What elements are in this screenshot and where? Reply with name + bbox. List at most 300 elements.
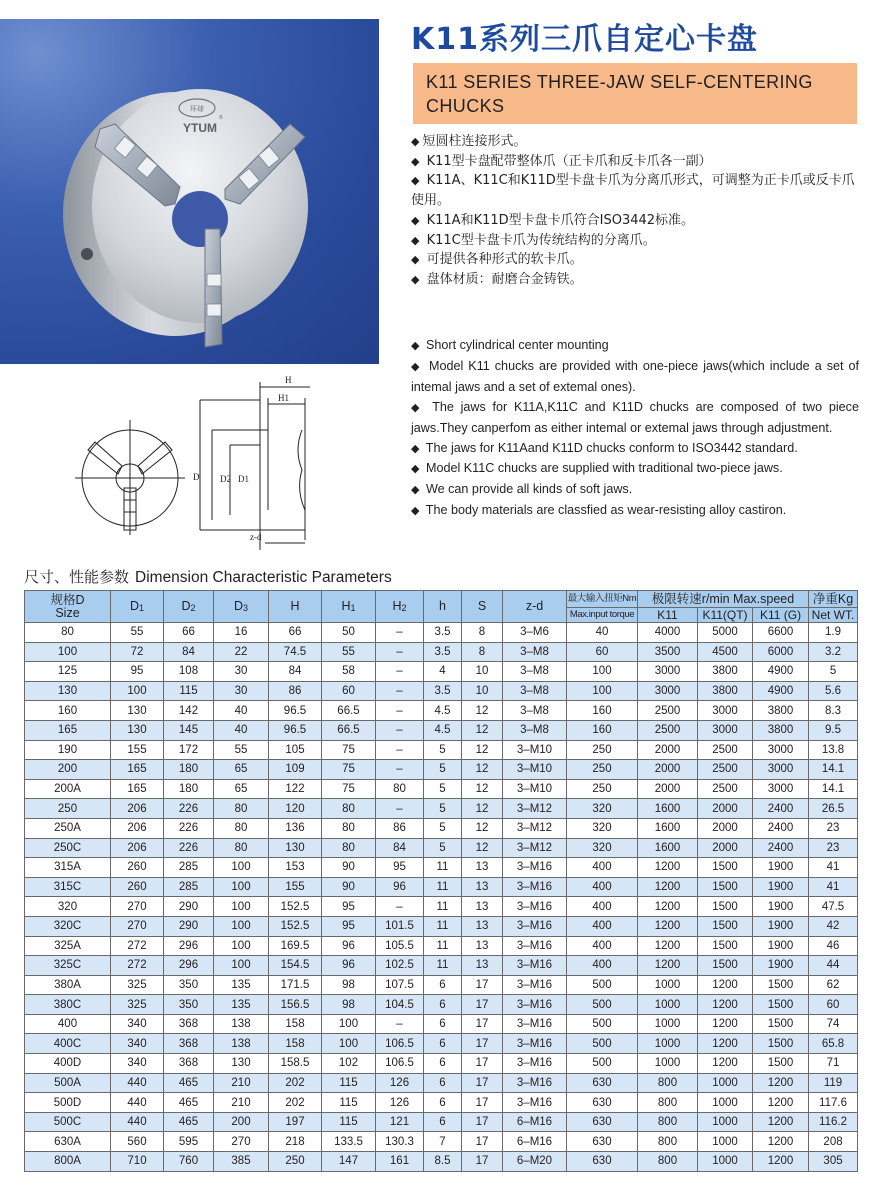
table-cell: 1000 bbox=[698, 1112, 753, 1132]
col-zd: z-d bbox=[503, 591, 567, 623]
table-cell: 5 bbox=[809, 662, 858, 682]
table-cell: 1200 bbox=[638, 936, 698, 956]
table-cell: 4 bbox=[424, 662, 462, 682]
table-cell: – bbox=[376, 642, 424, 662]
table-cell: 2400 bbox=[753, 838, 809, 858]
table-cell: 368 bbox=[164, 1014, 214, 1034]
table-cell: 74.5 bbox=[269, 642, 322, 662]
table-cell: 80 bbox=[322, 838, 376, 858]
table-cell: 17 bbox=[462, 1034, 503, 1054]
table-cell: 320 bbox=[567, 818, 638, 838]
table-cell: 116.2 bbox=[809, 1112, 858, 1132]
table-cell: 3800 bbox=[753, 720, 809, 740]
table-cell: 4500 bbox=[698, 642, 753, 662]
table-row bbox=[25, 1112, 858, 1132]
table-cell: 80 bbox=[214, 838, 269, 858]
table-cell: 1900 bbox=[753, 956, 809, 976]
table-cell: 14.1 bbox=[809, 760, 858, 780]
front-view-drawing bbox=[75, 420, 185, 535]
table-cell: – bbox=[376, 897, 424, 917]
table-cell: 1200 bbox=[638, 897, 698, 917]
table-cell: 630 bbox=[567, 1152, 638, 1172]
table-cell: 1500 bbox=[698, 956, 753, 976]
table-cell: 340 bbox=[111, 1054, 164, 1074]
table-cell: 17 bbox=[462, 1054, 503, 1074]
table-cell: 3.2 bbox=[809, 642, 858, 662]
table-cell: 1200 bbox=[698, 1014, 753, 1034]
table-cell: 6 bbox=[424, 995, 462, 1015]
table-cell: 6 bbox=[424, 1073, 462, 1093]
table-cell: 4000 bbox=[638, 623, 698, 643]
table-cell: 6–M20 bbox=[503, 1152, 567, 1172]
table-cell: 60 bbox=[567, 642, 638, 662]
table-cell: 12 bbox=[462, 818, 503, 838]
feature-en-item: ◆ Short cylindrical center mounting bbox=[411, 338, 609, 352]
table-cell: 106.5 bbox=[376, 1054, 424, 1074]
table-cell: 12 bbox=[462, 779, 503, 799]
table-cell: 250C bbox=[25, 838, 111, 858]
features-cn-list bbox=[411, 132, 861, 290]
table-cell: 800 bbox=[638, 1112, 698, 1132]
table-cell: 3000 bbox=[698, 720, 753, 740]
table-cell: 154.5 bbox=[269, 956, 322, 976]
feature-cn-item: ◆ K11A、K11C和K11D型卡盘卡爪为分离爪形式，可调整为正卡爪或反卡爪使用。 bbox=[411, 173, 855, 209]
table-cell: 5 bbox=[424, 740, 462, 760]
diamond-bullet-icon: ◆ bbox=[411, 272, 420, 286]
table-cell: 3000 bbox=[638, 681, 698, 701]
table-cell: 40 bbox=[214, 701, 269, 721]
table-cell: 5 bbox=[424, 760, 462, 780]
section-title bbox=[24, 566, 392, 587]
page-title-en-banner bbox=[413, 63, 857, 124]
table-cell: 218 bbox=[269, 1132, 322, 1152]
table-cell: 2000 bbox=[698, 818, 753, 838]
table-cell: 133.5 bbox=[322, 1132, 376, 1152]
table-cell: 3–M12 bbox=[503, 799, 567, 819]
table-cell: 171.5 bbox=[269, 975, 322, 995]
table-cell: 200 bbox=[214, 1112, 269, 1132]
table-cell: 26.5 bbox=[809, 799, 858, 819]
table-cell: 4900 bbox=[753, 662, 809, 682]
page-title-cn: K11系列三爪自定心卡盘 bbox=[411, 22, 758, 57]
table-cell: 630 bbox=[567, 1093, 638, 1113]
table-row bbox=[25, 799, 858, 819]
col-weight-cn: 净重Kg bbox=[809, 591, 858, 608]
table-cell: 120 bbox=[269, 799, 322, 819]
table-cell: 500 bbox=[567, 995, 638, 1015]
table-row bbox=[25, 681, 858, 701]
table-cell: 100 bbox=[214, 877, 269, 897]
table-row bbox=[25, 720, 858, 740]
table-cell: 3800 bbox=[698, 662, 753, 682]
table-cell: 350 bbox=[164, 995, 214, 1015]
table-cell: 6000 bbox=[753, 642, 809, 662]
table-cell: 3.5 bbox=[424, 623, 462, 643]
table-cell: 101.5 bbox=[376, 916, 424, 936]
table-cell: 98 bbox=[322, 995, 376, 1015]
diamond-bullet-icon: ◆ bbox=[411, 442, 420, 455]
table-cell: 350 bbox=[164, 975, 214, 995]
table-row bbox=[25, 779, 858, 799]
table-cell: 100 bbox=[214, 936, 269, 956]
table-cell: 630 bbox=[567, 1112, 638, 1132]
col-d2: $D_2$ bbox=[164, 591, 214, 623]
table-cell: 3.5 bbox=[424, 642, 462, 662]
table-cell: 138 bbox=[214, 1014, 269, 1034]
table-cell: 11 bbox=[424, 936, 462, 956]
table-cell: 1900 bbox=[753, 936, 809, 956]
side-view-drawing bbox=[200, 382, 310, 550]
table-cell: 3–M16 bbox=[503, 975, 567, 995]
table-cell: 180 bbox=[164, 760, 214, 780]
table-cell: 1500 bbox=[698, 936, 753, 956]
table-cell: 115 bbox=[322, 1073, 376, 1093]
table-cell: 130 bbox=[111, 701, 164, 721]
table-cell: 2500 bbox=[638, 720, 698, 740]
table-cell: 500D bbox=[25, 1093, 111, 1113]
table-cell: 3–M16 bbox=[503, 956, 567, 976]
table-cell: 130 bbox=[214, 1054, 269, 1074]
table-cell: 1200 bbox=[753, 1093, 809, 1113]
table-cell: 135 bbox=[214, 975, 269, 995]
table-cell: 3–M10 bbox=[503, 760, 567, 780]
table-cell: 100 bbox=[111, 681, 164, 701]
table-cell: 158.5 bbox=[269, 1054, 322, 1074]
table-cell: 95 bbox=[322, 916, 376, 936]
table-row bbox=[25, 956, 858, 976]
table-cell: 290 bbox=[164, 916, 214, 936]
table-cell: 11 bbox=[424, 897, 462, 917]
table-cell: 206 bbox=[111, 838, 164, 858]
table-cell: 325 bbox=[111, 975, 164, 995]
table-cell: 325A bbox=[25, 936, 111, 956]
table-cell: 60 bbox=[809, 995, 858, 1015]
technical-drawing bbox=[60, 370, 310, 555]
table-cell: 126 bbox=[376, 1093, 424, 1113]
table-cell: 12 bbox=[462, 720, 503, 740]
table-cell: 440 bbox=[111, 1073, 164, 1093]
table-cell: 560 bbox=[111, 1132, 164, 1152]
table-body bbox=[25, 623, 858, 1172]
table-cell: 440 bbox=[111, 1093, 164, 1113]
table-header-row bbox=[25, 591, 858, 608]
table-cell: 130 bbox=[111, 720, 164, 740]
table-cell: – bbox=[376, 760, 424, 780]
table-cell: 115 bbox=[322, 1112, 376, 1132]
diamond-bullet-icon: ◆ bbox=[411, 463, 420, 476]
feature-en-item: ◆ Model K11 chucks are provided with one-piece jaws(which include a set of intemal jaws and a set of extemal ones). bbox=[411, 358, 860, 394]
table-cell: 3–M8 bbox=[503, 642, 567, 662]
table-row bbox=[25, 1073, 858, 1093]
table-cell: 3–M16 bbox=[503, 995, 567, 1015]
table-cell: 84 bbox=[376, 838, 424, 858]
table-cell: 3–M16 bbox=[503, 1073, 567, 1093]
table-cell: 800 bbox=[638, 1132, 698, 1152]
table-cell: 1200 bbox=[753, 1152, 809, 1172]
table-cell: 100 bbox=[322, 1014, 376, 1034]
table-cell: 630 bbox=[567, 1132, 638, 1152]
feature-en-item: ◆ We can provide all kinds of soft jaws. bbox=[411, 482, 633, 497]
table-cell: 84 bbox=[269, 662, 322, 682]
table-cell: 1500 bbox=[698, 897, 753, 917]
col-weight-en: Net WT. bbox=[809, 608, 858, 623]
table-cell: 96 bbox=[322, 936, 376, 956]
table-cell: 66.5 bbox=[322, 701, 376, 721]
table-cell: 11 bbox=[424, 877, 462, 897]
table-cell: 95 bbox=[376, 858, 424, 878]
table-cell: – bbox=[376, 681, 424, 701]
table-cell: 6 bbox=[424, 1014, 462, 1034]
table-cell: 3000 bbox=[753, 779, 809, 799]
table-cell: 1000 bbox=[638, 995, 698, 1015]
table-cell: 95 bbox=[322, 897, 376, 917]
table-cell: 66 bbox=[269, 623, 322, 643]
table-cell: 17 bbox=[462, 1132, 503, 1152]
table-cell: 3–M16 bbox=[503, 936, 567, 956]
table-cell: 3–M8 bbox=[503, 662, 567, 682]
table-cell: 1000 bbox=[698, 1152, 753, 1172]
table-cell: – bbox=[376, 701, 424, 721]
table-cell: 65.8 bbox=[809, 1034, 858, 1054]
table-cell: 1000 bbox=[698, 1073, 753, 1093]
table-cell: 17 bbox=[462, 995, 503, 1015]
table-row bbox=[25, 740, 858, 760]
table-cell: 3–M12 bbox=[503, 838, 567, 858]
table-cell: 158 bbox=[269, 1034, 322, 1054]
col-d1: $D_1$ bbox=[111, 591, 164, 623]
table-cell: 202 bbox=[269, 1093, 322, 1113]
table-row bbox=[25, 1014, 858, 1034]
table-cell: 2500 bbox=[698, 779, 753, 799]
table-cell: 66 bbox=[164, 623, 214, 643]
table-cell: 96.5 bbox=[269, 720, 322, 740]
table-cell: 3–M10 bbox=[503, 740, 567, 760]
table-cell: 160 bbox=[567, 701, 638, 721]
table-cell: 250 bbox=[567, 760, 638, 780]
table-cell: 400 bbox=[567, 897, 638, 917]
table-cell: 368 bbox=[164, 1034, 214, 1054]
table-cell: 385 bbox=[214, 1152, 269, 1172]
table-cell: 320 bbox=[567, 838, 638, 858]
table-cell: 65 bbox=[214, 760, 269, 780]
table-cell: 155 bbox=[111, 740, 164, 760]
table-cell: 6 bbox=[424, 1093, 462, 1113]
table-cell: 1000 bbox=[638, 975, 698, 995]
table-cell: 305 bbox=[809, 1152, 858, 1172]
table-cell: 107.5 bbox=[376, 975, 424, 995]
table-cell: 90 bbox=[322, 858, 376, 878]
table-cell: 156.5 bbox=[269, 995, 322, 1015]
table-cell: 1200 bbox=[698, 995, 753, 1015]
col-speed-k11: K11 bbox=[638, 608, 698, 623]
table-cell: 260 bbox=[111, 858, 164, 878]
table-cell: 4.5 bbox=[424, 720, 462, 740]
table-cell: 50 bbox=[322, 623, 376, 643]
table-cell: 400 bbox=[567, 916, 638, 936]
table-cell: 16 bbox=[214, 623, 269, 643]
table-row bbox=[25, 1132, 858, 1152]
table-cell: 8 bbox=[462, 642, 503, 662]
table-cell: 5 bbox=[424, 818, 462, 838]
table-cell: 3–M16 bbox=[503, 1093, 567, 1113]
table-cell: 13 bbox=[462, 897, 503, 917]
table-cell: 8 bbox=[462, 623, 503, 643]
table-cell: 100 bbox=[214, 858, 269, 878]
table-cell: 17 bbox=[462, 1093, 503, 1113]
table-cell: 206 bbox=[111, 818, 164, 838]
table-cell: – bbox=[376, 799, 424, 819]
table-cell: 226 bbox=[164, 838, 214, 858]
col-S: S bbox=[462, 591, 503, 623]
table-cell: 1900 bbox=[753, 877, 809, 897]
table-cell: 117.6 bbox=[809, 1093, 858, 1113]
section-title-en: Dimension Characteristic Parameters bbox=[135, 569, 392, 586]
table-cell: 208 bbox=[809, 1132, 858, 1152]
table-cell: 400 bbox=[567, 858, 638, 878]
diamond-bullet-icon: ◆ bbox=[411, 213, 420, 227]
feature-cn-item: ◆ K11型卡盘配带整体爪（正卡爪和反卡爪各一副） bbox=[411, 153, 712, 169]
table-cell: 800 bbox=[638, 1073, 698, 1093]
diamond-bullet-icon: ◆ bbox=[411, 233, 420, 247]
table-cell: 17 bbox=[462, 1014, 503, 1034]
table-cell: 260 bbox=[111, 877, 164, 897]
table-cell: 165 bbox=[25, 720, 111, 740]
diamond-bullet-icon: ◆ bbox=[411, 135, 420, 148]
dimension-parameters-table bbox=[24, 590, 858, 1172]
table-cell: 320 bbox=[25, 897, 111, 917]
table-cell: 160 bbox=[567, 720, 638, 740]
table-cell: 74 bbox=[809, 1014, 858, 1034]
table-cell: 23 bbox=[809, 818, 858, 838]
table-cell: 100 bbox=[214, 916, 269, 936]
table-cell: 161 bbox=[376, 1152, 424, 1172]
table-cell: 11 bbox=[424, 916, 462, 936]
table-cell: 1200 bbox=[698, 975, 753, 995]
table-cell: – bbox=[376, 720, 424, 740]
table-cell: 100 bbox=[214, 956, 269, 976]
table-cell: 440 bbox=[111, 1112, 164, 1132]
table-cell: 12 bbox=[462, 799, 503, 819]
table-cell: 1500 bbox=[753, 1014, 809, 1034]
table-cell: 1200 bbox=[638, 877, 698, 897]
table-cell: 13 bbox=[462, 936, 503, 956]
table-cell: 1000 bbox=[638, 1014, 698, 1034]
table-cell: 126 bbox=[376, 1073, 424, 1093]
table-cell: 400D bbox=[25, 1054, 111, 1074]
table-cell: 7 bbox=[424, 1132, 462, 1152]
table-cell: 41 bbox=[809, 858, 858, 878]
table-cell: 106.5 bbox=[376, 1034, 424, 1054]
col-d3: $D_3$ bbox=[214, 591, 269, 623]
table-row bbox=[25, 760, 858, 780]
table-cell: 135 bbox=[214, 995, 269, 1015]
table-cell: 6 bbox=[424, 1054, 462, 1074]
table-cell: 3–M16 bbox=[503, 916, 567, 936]
table-cell: 12 bbox=[462, 838, 503, 858]
svg-text:环球: 环球 bbox=[190, 105, 204, 113]
table-cell: 400 bbox=[567, 936, 638, 956]
table-cell: 500A bbox=[25, 1073, 111, 1093]
table-cell: 250 bbox=[567, 779, 638, 799]
table-cell: 1200 bbox=[753, 1112, 809, 1132]
table-cell: 80 bbox=[322, 799, 376, 819]
table-cell: 10 bbox=[462, 681, 503, 701]
table-row bbox=[25, 1093, 858, 1113]
table-cell: 115 bbox=[322, 1093, 376, 1113]
table-cell: 3.5 bbox=[424, 681, 462, 701]
table-cell: 2000 bbox=[698, 838, 753, 858]
table-cell: 9.5 bbox=[809, 720, 858, 740]
table-row bbox=[25, 858, 858, 878]
table-cell: 102.5 bbox=[376, 956, 424, 976]
table-cell: – bbox=[376, 623, 424, 643]
features-en-list bbox=[411, 336, 859, 522]
table-cell: 6600 bbox=[753, 623, 809, 643]
table-cell: 125 bbox=[25, 662, 111, 682]
col-speed-k11g: K11 (G) bbox=[753, 608, 809, 623]
table-cell: 285 bbox=[164, 877, 214, 897]
table-cell: 465 bbox=[164, 1073, 214, 1093]
col-size: 规格D Size bbox=[25, 591, 111, 623]
table-cell: – bbox=[376, 740, 424, 760]
diamond-bullet-icon: ◆ bbox=[411, 253, 420, 267]
table-cell: 710 bbox=[111, 1152, 164, 1172]
chuck-illustration bbox=[0, 19, 379, 364]
col-torque-en: Max.input torque bbox=[567, 608, 638, 623]
table-cell: 72 bbox=[111, 642, 164, 662]
feature-cn-item: ◆ K11C型卡盘卡爪为传统结构的分离爪。 bbox=[411, 232, 656, 248]
table-cell: 3–M10 bbox=[503, 779, 567, 799]
table-row bbox=[25, 897, 858, 917]
table-row bbox=[25, 701, 858, 721]
table-cell: 11 bbox=[424, 956, 462, 976]
table-cell: 152.5 bbox=[269, 916, 322, 936]
diamond-bullet-icon: ◆ bbox=[411, 154, 420, 168]
feature-cn-item: ◆ 可提供各种形式的软卡爪。 bbox=[411, 252, 583, 268]
table-cell: 325C bbox=[25, 956, 111, 976]
table-cell: 115 bbox=[164, 681, 214, 701]
table-cell: 104.5 bbox=[376, 995, 424, 1015]
table-cell: 285 bbox=[164, 858, 214, 878]
table-cell: 1600 bbox=[638, 799, 698, 819]
table-cell: 44 bbox=[809, 956, 858, 976]
table-cell: 3–M16 bbox=[503, 877, 567, 897]
diamond-bullet-icon: ◆ bbox=[411, 174, 420, 188]
col-h: h bbox=[424, 591, 462, 623]
table-cell: 17 bbox=[462, 1112, 503, 1132]
title-en-line1: K11 SERIES THREE-JAW SELF-CENTERING bbox=[426, 72, 813, 92]
table-cell: 8.5 bbox=[424, 1152, 462, 1172]
table-cell: 3000 bbox=[753, 740, 809, 760]
label-H1: H1 bbox=[278, 393, 289, 403]
table-cell: 138 bbox=[214, 1034, 269, 1054]
table-cell: 3000 bbox=[638, 662, 698, 682]
table-cell: 80 bbox=[214, 799, 269, 819]
table-cell: 55 bbox=[322, 642, 376, 662]
table-row bbox=[25, 1054, 858, 1074]
table-cell: 119 bbox=[809, 1073, 858, 1093]
table-cell: 2500 bbox=[698, 740, 753, 760]
table-cell: 320 bbox=[567, 799, 638, 819]
table-cell: 1000 bbox=[638, 1034, 698, 1054]
table-cell: 1600 bbox=[638, 818, 698, 838]
table-cell: 3–M16 bbox=[503, 1054, 567, 1074]
table-cell: 60 bbox=[322, 681, 376, 701]
table-cell: 1000 bbox=[698, 1132, 753, 1152]
table-cell: 86 bbox=[269, 681, 322, 701]
table-cell: 75 bbox=[322, 779, 376, 799]
table-cell: 30 bbox=[214, 681, 269, 701]
